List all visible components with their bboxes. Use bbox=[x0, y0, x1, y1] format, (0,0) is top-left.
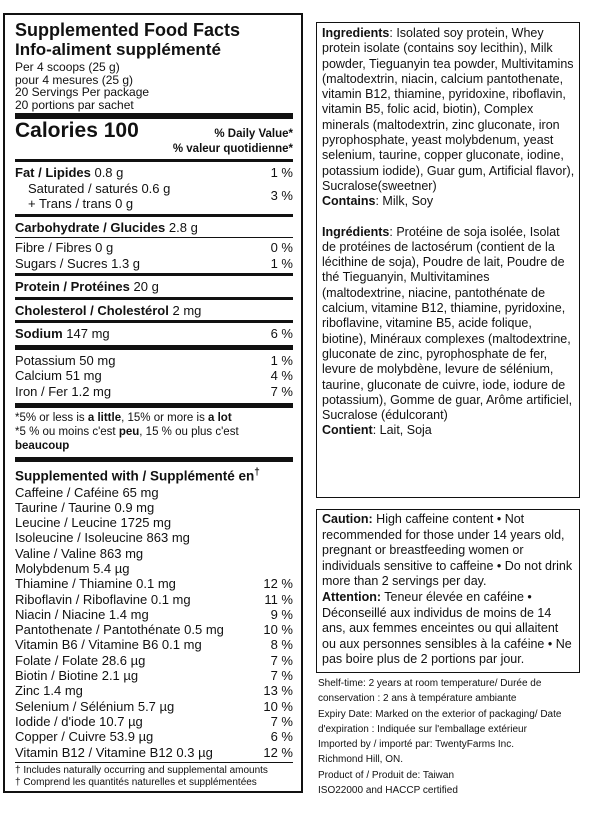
supplement-label: Selenium / Sélénium 5.7 µg bbox=[15, 698, 175, 714]
sodium-label: Sodium bbox=[15, 326, 63, 341]
supplement-dv: 10 % bbox=[263, 698, 293, 714]
supplement-label: Thiamine / Thiamine 0.1 mg bbox=[15, 576, 176, 592]
divider-thin bbox=[15, 762, 293, 763]
supplement-dv: 10 % bbox=[263, 622, 293, 638]
serving-size-fr: pour 4 mesures (25 g) bbox=[15, 72, 134, 87]
protein-label: Protein / Protéines bbox=[15, 279, 130, 294]
supplement-label: Taurine / Taurine 0.9 mg bbox=[15, 499, 155, 515]
carb-label: Carbohydrate / Glucides bbox=[15, 219, 166, 235]
divider-medium bbox=[15, 320, 293, 323]
supplement-row bbox=[15, 485, 293, 500]
sugars-dv: 1 % bbox=[270, 255, 293, 271]
supplement-row bbox=[15, 622, 293, 637]
iron-label: Iron / Fer 1.2 mg bbox=[15, 383, 112, 399]
contains-en: Contains: Milk, Soy bbox=[322, 194, 434, 209]
supplement-dv: 12 % bbox=[263, 576, 293, 592]
potassium-dv: 1 % bbox=[270, 352, 293, 368]
cholesterol-amount: 2 mg bbox=[172, 302, 202, 318]
expiry-line-1: Expiry Date: Marked on the exterior of packaging/ Date bbox=[318, 708, 562, 720]
sodium-amount: 147 mg bbox=[66, 326, 110, 341]
supplement-row bbox=[15, 592, 293, 607]
cholesterol-row bbox=[15, 303, 293, 319]
supplement-label: Pantothenate / Pantothénate 0.5 mg bbox=[15, 622, 224, 638]
supplement-dv: 7 % bbox=[270, 713, 293, 729]
carbohydrate-row bbox=[15, 220, 293, 236]
divider-medium bbox=[15, 159, 293, 162]
supplement-label: Isoleucine / Isoleucine 863 mg bbox=[15, 530, 190, 546]
supplement-label: Riboflavin / Riboflavine 0.1 mg bbox=[15, 591, 191, 607]
fat-amount: 0.8 g bbox=[94, 165, 124, 180]
saturated-label: Saturated / saturés 0.6 g bbox=[28, 180, 171, 196]
supplement-dv: 7 % bbox=[270, 668, 293, 684]
product-origin: Product of / Produit de: Taiwan bbox=[318, 769, 455, 781]
supplement-row bbox=[15, 530, 293, 545]
potassium-row bbox=[15, 353, 293, 369]
calcium-row bbox=[15, 368, 293, 384]
supplement-label: Iodide / d'iode 10.7 µg bbox=[15, 713, 143, 729]
supplement-label: Zinc 1.4 mg bbox=[15, 683, 83, 699]
shelf-life-line-1: Shelf-time: 2 years at room temperature/ Durée de bbox=[318, 678, 542, 689]
expiry-line-2: d'expiration : Indiquée sur l'emballage extérieur bbox=[318, 723, 527, 735]
supplement-row bbox=[15, 637, 293, 652]
supplement-row bbox=[15, 607, 293, 622]
fat-label: Fat / Lipides bbox=[15, 165, 91, 180]
supplement-label: Copper / Cuivre 53.9 µg bbox=[15, 729, 154, 745]
ingredients-fr: Ingrédients: Protéine de soja isolée, Isolat de protéines de lactosérum (contient de la lécithine de soja), Poudre de lait, Poudre de thé Tieguanyin, Multivitamines (maltodextrine, niacine, pantothénate de calcium, vitamine B12, thiamine, pyridoxine, riboflavine, vitamine B5, acide folique, biotine), Minéraux complexes (maltodextrine, gluconate de zinc, pyrophosphate de fer, levure de molybdène, levure de sélénium, taurine, gluconate de cuivre, iode, iodure de potassium), Gomme de guar, Arôme artificiel, Sucralose (édulcorant) bbox=[322, 224, 573, 423]
divider-thin bbox=[15, 237, 293, 238]
calcium-dv: 4 % bbox=[270, 368, 293, 383]
divider-thick bbox=[15, 403, 293, 408]
contains-fr: Contient: Lait, Soja bbox=[322, 423, 432, 438]
fibre-label: Fibre / Fibres 0 g bbox=[15, 240, 114, 255]
potassium-label: Potassium 50 mg bbox=[15, 352, 116, 368]
supplement-label: Folate / Folate 28.6 µg bbox=[15, 652, 146, 668]
calories-row bbox=[15, 120, 293, 142]
supplement-row bbox=[15, 561, 293, 576]
nutrition-facts-panel bbox=[3, 13, 303, 793]
divider-medium bbox=[15, 297, 293, 300]
calcium-label: Calcium 51 mg bbox=[15, 368, 102, 383]
servings-per-package-en: 20 Servings Per package bbox=[15, 85, 150, 99]
divider-medium bbox=[15, 214, 293, 217]
supplement-row bbox=[15, 683, 293, 698]
cholesterol-label: Cholesterol / Cholestérol bbox=[15, 302, 169, 318]
footnote-fr: *5 % ou moins c'est peu, 15 % ou plus c'est beaucoup bbox=[15, 426, 239, 452]
iron-dv: 7 % bbox=[270, 383, 293, 399]
supplement-row bbox=[15, 546, 293, 561]
sugars-label: Sugars / Sucres 1.3 g bbox=[15, 255, 141, 271]
supplement-row bbox=[15, 515, 293, 530]
supplement-dv: 7 % bbox=[270, 652, 293, 668]
product-info bbox=[318, 676, 588, 798]
supplement-row bbox=[15, 653, 293, 668]
daily-value-header-en: % Daily Value* bbox=[214, 128, 293, 140]
supplement-dv: 13 % bbox=[263, 683, 293, 699]
saturated-trans-row bbox=[15, 181, 293, 212]
supplement-dv: 11 % bbox=[264, 591, 293, 607]
facts-title-fr: Info-aliment supplémenté bbox=[15, 40, 221, 59]
importer-line-2: Richmond Hill, ON. bbox=[318, 754, 404, 766]
supplemented-header: Supplemented with / Supplémenté en† bbox=[15, 467, 260, 484]
facts-title-en: Supplemented Food Facts bbox=[15, 20, 241, 40]
divider-thick bbox=[15, 345, 293, 350]
supplement-label: Vitamin B6 / Vitamine B6 0.1 mg bbox=[15, 637, 202, 653]
daily-value-header-fr: % valeur quotidienne* bbox=[172, 143, 293, 155]
sugars-row bbox=[15, 256, 293, 272]
supplement-row bbox=[15, 714, 293, 729]
supplement-label: Molybdenum 5.4 µg bbox=[15, 560, 130, 576]
fibre-row bbox=[15, 240, 293, 256]
supplement-label: Leucine / Leucine 1725 mg bbox=[15, 515, 172, 531]
protein-amount: 20 g bbox=[133, 279, 159, 294]
serving-size-en: Per 4 scoops (25 g) bbox=[15, 60, 120, 74]
supplement-row bbox=[15, 699, 293, 714]
sodium-dv: 6 % bbox=[270, 326, 293, 341]
supplement-row bbox=[15, 500, 293, 515]
footnote-en: *5% or less is a little, 15% or more is a lot bbox=[15, 412, 232, 424]
fat-dv: 1 % bbox=[270, 165, 293, 180]
supplement-dv: 8 % bbox=[270, 637, 293, 653]
supplement-row bbox=[15, 668, 293, 683]
supplement-label: Valine / Valine 863 mg bbox=[15, 545, 144, 561]
divider-thick bbox=[15, 457, 293, 462]
supplement-label: Niacin / Niacine 1.4 mg bbox=[15, 606, 149, 622]
importer-line-1: Imported by / importé par: TwentyFarms Inc. bbox=[318, 739, 514, 751]
supplemented-list bbox=[15, 485, 293, 760]
fat-row bbox=[15, 165, 293, 181]
shelf-life-line-2: conservation : 2 ans à température ambiante bbox=[318, 693, 517, 705]
ingredients-en: Ingredients: Isolated soy protein, Whey protein isolate (contains soy lecithin), Milk powder, Tieguanyin tea powder, Multivitamins (maltodextrin, niacin, calcium pantothenate, vitamin B12, thiamine, pyridoxine, riboflavin, vitamin B5, folic acid, biotin), Complex minerals (maltodextrin, zinc gluconate, iron pyrophosphate, yeast molybdenum, yeast selenium, taurine, copper gluconate, iodine, potassium iodide), Guar gum, Artificial flavor), Sucralose(sweetner) bbox=[322, 26, 575, 193]
iron-row bbox=[15, 384, 293, 400]
supplement-label: Biotin / Biotine 2.1 µg bbox=[15, 668, 139, 684]
calories-label: Calories 100 bbox=[15, 119, 139, 142]
supplement-dv: 12 % bbox=[263, 744, 293, 760]
supplement-dv: 6 % bbox=[270, 729, 293, 745]
sodium-row bbox=[15, 326, 293, 342]
ingredients-panel bbox=[316, 22, 580, 498]
caution-panel bbox=[316, 509, 580, 673]
caution-fr: Attention: Teneur élevée en caféine • Déconseillé aux individus de moins de 14 ans, aux femmes enceintes ou qui allaitent ou aux personnes sensibles à la caféine • Ne pas boire plus de 2 portions par jour. bbox=[322, 589, 572, 667]
caution-en: Caution: High caffeine content • Not recommended for those under 14 years old, pregnant or breastfeeding women or individuals sensitive to caffeine • Do not drink more than 2 servings per day. bbox=[322, 512, 573, 589]
carb-amount: 2.8 g bbox=[168, 219, 198, 235]
fibre-dv: 0 % bbox=[270, 240, 293, 255]
dagger-note-en: † Includes naturally occurring and supplemental amounts bbox=[15, 764, 268, 776]
supplement-dv: 9 % bbox=[270, 606, 293, 622]
divider-medium bbox=[15, 273, 293, 276]
supplement-row bbox=[15, 745, 293, 760]
trans-label: + Trans / trans 0 g bbox=[28, 196, 134, 211]
certification: ISO22000 and HACCP certified bbox=[318, 785, 458, 797]
supplement-row bbox=[15, 729, 293, 744]
dagger-note-fr: † Comprend les quantités naturelles et supplémentées bbox=[15, 776, 257, 788]
supplement-row bbox=[15, 576, 293, 591]
supplement-label: Vitamin B12 / Vitamine B12 0.3 µg bbox=[15, 744, 213, 760]
saturated-dv: 3 % bbox=[270, 187, 293, 203]
protein-row bbox=[15, 279, 293, 295]
supplement-label: Caffeine / Caféine 65 mg bbox=[15, 484, 159, 500]
servings-per-package-fr: 20 portions par sachet bbox=[15, 97, 134, 112]
